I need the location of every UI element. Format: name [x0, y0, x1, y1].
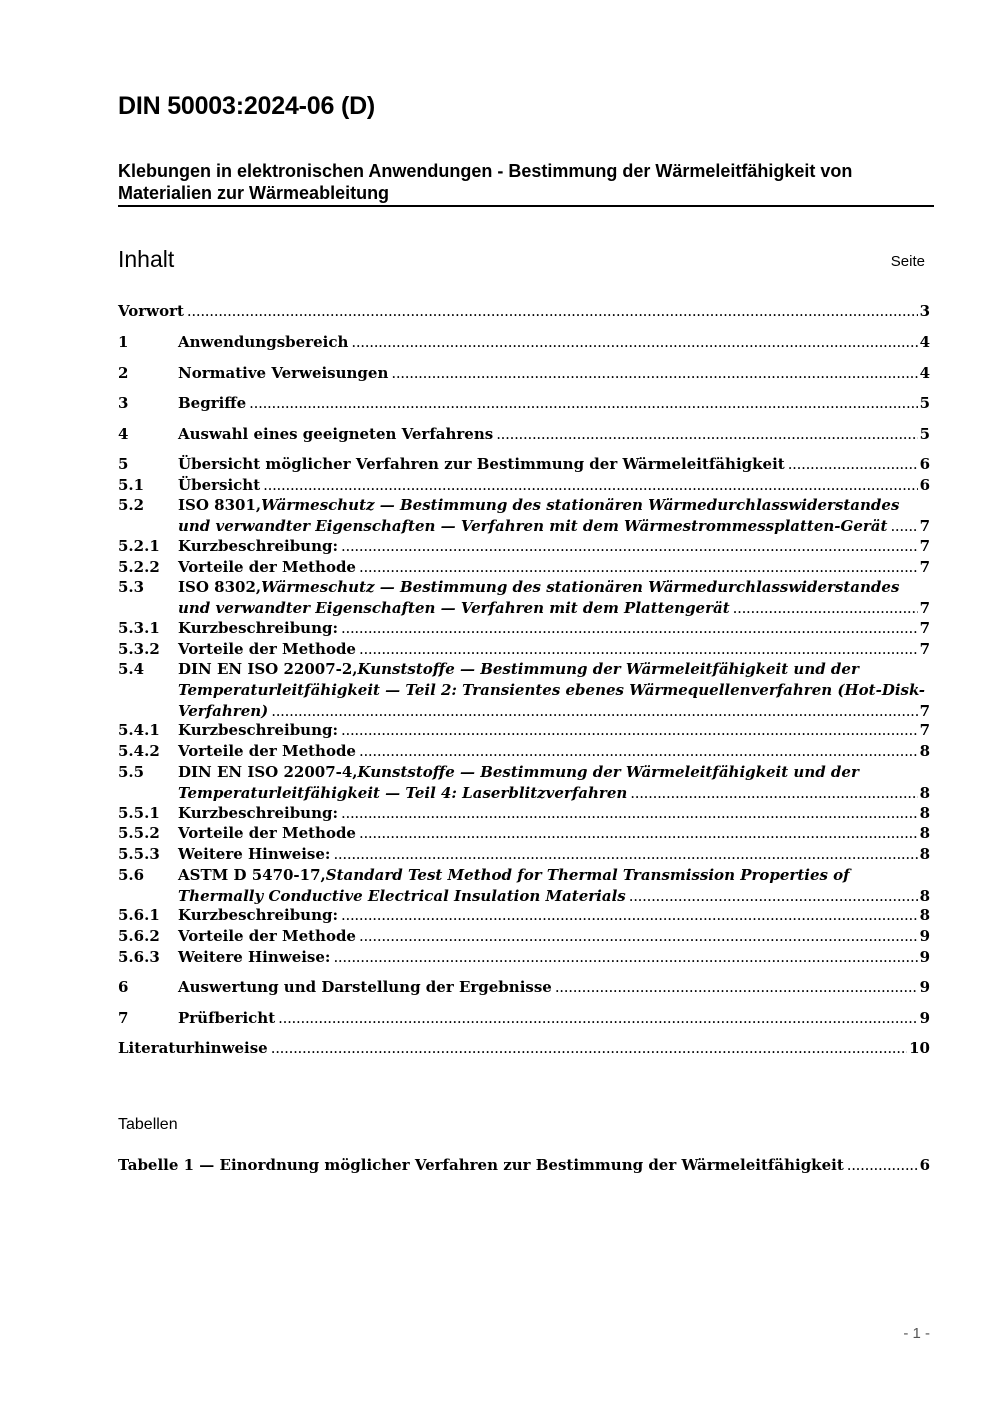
toc-page-number: 7	[919, 599, 930, 617]
toc-entry-line	[178, 1008, 930, 1029]
dot-leader	[496, 424, 917, 445]
toc-entry-line	[178, 926, 930, 947]
toc-page-number: 7	[919, 640, 930, 658]
toc-entry-body	[178, 454, 930, 475]
toc-entry-number: 5.5	[118, 763, 145, 781]
toc-page-number: 8	[919, 824, 930, 842]
toc-entry-body	[178, 363, 930, 384]
toc-entry-line	[178, 536, 930, 557]
toc-entry-body	[178, 536, 930, 557]
toc-entry-body	[178, 865, 930, 907]
toc-entry-title: Kurzbeschreibung:	[178, 721, 339, 739]
toc-entry-number: 3	[118, 394, 129, 412]
toc-entry-number: 5.2.1	[118, 537, 160, 555]
toc-entry-line	[178, 701, 930, 722]
toc-entry-title: Weitere Hinweise:	[178, 845, 331, 863]
dot-leader	[341, 536, 918, 557]
dot-leader	[271, 1038, 907, 1059]
toc-entry-line	[178, 618, 930, 639]
dot-leader	[187, 301, 918, 322]
toc-page-number: 9	[919, 948, 930, 966]
dot-leader	[333, 844, 917, 865]
toc-page-number: 4	[919, 333, 930, 351]
toc-entry-line	[178, 516, 930, 537]
toc-entry-number: 5.6.2	[118, 927, 160, 945]
toc-entry-title: Kunststoffe — Bestimmung der Wärmeleitfähigkeit und der	[357, 763, 859, 781]
toc-entry-line	[178, 823, 930, 844]
toc-entry-number: 5.3.2	[118, 640, 160, 658]
toc-entry-number: 2	[118, 364, 129, 382]
table-entry-line	[118, 1155, 930, 1176]
toc-entry-number: 5.6.3	[118, 948, 160, 966]
dot-leader	[847, 1155, 918, 1176]
title-rule	[118, 205, 934, 207]
toc-entry-title: Übersicht	[178, 476, 261, 494]
toc-entry-title: Literaturhinweise	[118, 1039, 268, 1057]
toc-page-number: 8	[919, 887, 930, 905]
toc-entry-line	[178, 905, 930, 926]
toc-entry-body	[178, 393, 930, 414]
toc-entry-title: Temperaturleitfähigkeit — Teil 2: Transientes ebenes Wärmequellenverfahren (Hot-Disk-	[178, 681, 925, 699]
toc-entry-body	[178, 720, 930, 741]
toc-entry-reference: DIN EN ISO 22007-4,	[178, 763, 358, 781]
toc-entry-number: 4	[118, 425, 129, 443]
toc-entry-title: Kurzbeschreibung:	[178, 619, 339, 637]
toc-entry-body	[178, 803, 930, 824]
toc-page-number: 6	[919, 455, 930, 473]
toc-entry-line	[178, 363, 930, 384]
toc-entry-title: Standard Test Method for Thermal Transmission Properties of	[325, 866, 850, 884]
toc-entry-title: Anwendungsbereich	[178, 333, 349, 351]
toc-page-number: 7	[919, 558, 930, 576]
toc-entry-number: 5.6	[118, 866, 145, 884]
document-title: Klebungen in elektronischen Anwendungen - Bestimmung der Wärmeleitfähigkeit von Materialien zur Wärmeableitung	[118, 161, 853, 203]
toc-entry-title: Vorwort	[118, 302, 184, 320]
dot-leader	[788, 454, 918, 475]
toc-page-number: 7	[919, 619, 930, 637]
toc-page-number: 6	[919, 476, 930, 494]
dot-leader	[630, 783, 917, 804]
dot-leader	[278, 1008, 917, 1029]
toc-entry-number: 5.5.2	[118, 824, 160, 842]
toc-entry-number: 5.5.3	[118, 845, 160, 863]
toc-entry-body	[118, 301, 930, 322]
toc-entry-body	[178, 659, 930, 722]
toc-entry-line	[178, 577, 930, 598]
toc-entry-title: Kurzbeschreibung:	[178, 537, 339, 555]
toc-entry-number: 1	[118, 333, 129, 351]
toc-entry-line	[178, 598, 930, 619]
toc-page-number: 7	[919, 702, 930, 720]
toc-entry-body	[178, 926, 930, 947]
toc-entry-title: und verwandter Eigenschaften — Verfahren mit dem Wärmestrommessplatten-Gerät	[178, 517, 888, 535]
toc-entry-title: Temperaturleitfähigkeit — Teil 4: Laserblitzverfahren	[178, 784, 628, 802]
dot-leader	[359, 823, 918, 844]
toc-entry-number: 5	[118, 455, 129, 473]
toc-entry-reference: ISO 8302,	[178, 578, 262, 596]
toc-entry-body	[178, 844, 930, 865]
toc-entry-body	[178, 947, 930, 968]
dot-leader	[341, 618, 918, 639]
toc-entry-number: 5.4.1	[118, 721, 160, 739]
toc-entry-title: Kurzbeschreibung:	[178, 906, 339, 924]
page-number: - 1 -	[903, 1325, 930, 1342]
toc-entry-line	[178, 424, 930, 445]
toc-entry-line	[178, 495, 930, 516]
dot-leader	[629, 886, 918, 907]
dot-leader	[333, 947, 917, 968]
toc-entry-body	[178, 557, 930, 578]
dot-leader	[341, 720, 918, 741]
toc-entry-title: Normative Verweisungen	[178, 364, 389, 382]
toc-entry-line	[178, 762, 930, 783]
toc-entry-number: 5.3	[118, 578, 145, 596]
toc-entry-number: 5.4.2	[118, 742, 160, 760]
toc-page-number: 5	[919, 394, 930, 412]
dot-leader	[271, 701, 917, 722]
document-id: DIN 50003:2024-06 (D)	[118, 92, 376, 120]
toc-entry-body	[178, 495, 930, 537]
toc-entry-line	[178, 680, 930, 701]
toc-page-number: 4	[919, 364, 930, 382]
dot-leader	[555, 977, 918, 998]
toc-entry-number: 5.1	[118, 476, 145, 494]
toc-entry-number: 5.3.1	[118, 619, 160, 637]
toc-entry-line	[178, 475, 930, 496]
table-page-number: 6	[919, 1156, 930, 1174]
table-entry-body	[118, 1155, 930, 1176]
tables-heading: Tabellen	[118, 1116, 178, 1133]
toc-page-number: 9	[919, 927, 930, 945]
toc-page-number: 7	[919, 517, 930, 535]
toc-entry-title: Vorteile der Methode	[178, 640, 356, 658]
toc-entry-title: Verfahren)	[178, 702, 269, 720]
toc-entry-body	[178, 577, 930, 619]
toc-entry-line	[178, 741, 930, 762]
toc-entry-body	[178, 618, 930, 639]
dot-leader	[341, 905, 918, 926]
toc-page-number: 7	[919, 537, 930, 555]
toc-entry-title: Thermally Conductive Electrical Insulation Materials	[178, 887, 626, 905]
toc-entry-line	[178, 659, 930, 680]
dot-leader	[359, 741, 918, 762]
toc-page-number: 9	[919, 1009, 930, 1027]
toc-entry-line	[118, 1038, 930, 1059]
toc-entry-number: 5.2.2	[118, 558, 160, 576]
toc-entry-title: Wärmeschutz — Bestimmung des stationären Wärmedurchlasswiderstandes	[261, 578, 900, 596]
dot-leader	[359, 926, 918, 947]
toc-entry-line	[178, 639, 930, 660]
table-entry-title: Tabelle 1 — Einordnung möglicher Verfahren zur Bestimmung der Wärmeleitfähigkeit	[118, 1156, 844, 1174]
toc-page-number: 7	[919, 721, 930, 739]
dot-leader	[391, 363, 917, 384]
toc-entry-body	[178, 639, 930, 660]
toc-entry-title: Vorteile der Methode	[178, 742, 356, 760]
toc-entry-title: Auswahl eines geeigneten Verfahrens	[178, 425, 494, 443]
toc-entry-line	[178, 557, 930, 578]
toc-page-number: 8	[919, 784, 930, 802]
toc-entry-line	[178, 332, 930, 353]
toc-entry-title: Übersicht möglicher Verfahren zur Bestimmung der Wärmeleitfähigkeit	[178, 455, 785, 473]
toc-entry-body	[178, 823, 930, 844]
toc-entry-body	[178, 475, 930, 496]
toc-entry-title: Begriffe	[178, 394, 247, 412]
toc-entry-line	[178, 947, 930, 968]
toc-entry-title: Vorteile der Methode	[178, 927, 356, 945]
toc-entry-body	[178, 741, 930, 762]
dot-leader	[351, 332, 917, 353]
toc-page-number: 8	[919, 906, 930, 924]
toc-page-number: 10	[909, 1039, 930, 1057]
dot-leader	[249, 393, 917, 414]
page-column-label: Seite	[890, 253, 925, 270]
toc-entry-body	[178, 762, 930, 804]
toc-entry-body	[178, 977, 930, 998]
toc-page-number: 8	[919, 804, 930, 822]
toc-entry-line	[178, 886, 930, 907]
toc-entry-body	[118, 1038, 930, 1059]
toc-entry-title: Kunststoffe — Bestimmung der Wärmeleitfähigkeit und der	[357, 660, 859, 678]
toc-page-number: 9	[919, 978, 930, 996]
toc-entry-line	[178, 865, 930, 886]
toc-entry-reference: ISO 8301,	[178, 496, 262, 514]
toc-entry-title: Vorteile der Methode	[178, 558, 356, 576]
toc-entry-line	[178, 783, 930, 804]
toc-entry-number: 5.2	[118, 496, 145, 514]
toc-entry-line	[118, 301, 930, 322]
toc-entry-line	[178, 454, 930, 475]
toc-heading: Inhalt	[118, 246, 175, 272]
toc-entry-title: Wärmeschutz — Bestimmung des stationären Wärmedurchlasswiderstandes	[261, 496, 900, 514]
toc-entry-reference: ASTM D 5470-17,	[178, 866, 326, 884]
toc-page-number: 3	[919, 302, 930, 320]
toc-page-number: 8	[919, 845, 930, 863]
toc-page-number: 5	[919, 425, 930, 443]
dot-leader	[359, 557, 918, 578]
toc-entry-title: Auswertung und Darstellung der Ergebnisse	[178, 978, 552, 996]
toc-entry-body	[178, 905, 930, 926]
dot-leader	[341, 803, 918, 824]
dot-leader	[359, 639, 918, 660]
toc-entry-number: 7	[118, 1009, 129, 1027]
toc-entry-line	[178, 393, 930, 414]
toc-entry-number: 5.6.1	[118, 906, 160, 924]
dot-leader	[263, 475, 917, 496]
toc-entry-body	[178, 424, 930, 445]
toc-entry-number: 5.5.1	[118, 804, 160, 822]
toc-entry-number: 6	[118, 978, 129, 996]
toc-entry-line	[178, 977, 930, 998]
toc-page-number: 8	[919, 742, 930, 760]
toc-entry-number: 5.4	[118, 660, 145, 678]
toc-entry-title: Vorteile der Methode	[178, 824, 356, 842]
toc-entry-line	[178, 844, 930, 865]
toc-entry-line	[178, 803, 930, 824]
toc-entry-title: Prüfbericht	[178, 1009, 276, 1027]
toc-entry-title: und verwandter Eigenschaften — Verfahren mit dem Plattengerät	[178, 599, 730, 617]
toc-entry-title: Kurzbeschreibung:	[178, 804, 339, 822]
toc-entry-line	[178, 720, 930, 741]
toc-entry-body	[178, 1008, 930, 1029]
dot-leader	[733, 598, 918, 619]
toc-entry-body	[178, 332, 930, 353]
dot-leader	[890, 516, 917, 537]
toc-entry-reference: DIN EN ISO 22007-2,	[178, 660, 358, 678]
toc-entry-title: Weitere Hinweise:	[178, 948, 331, 966]
